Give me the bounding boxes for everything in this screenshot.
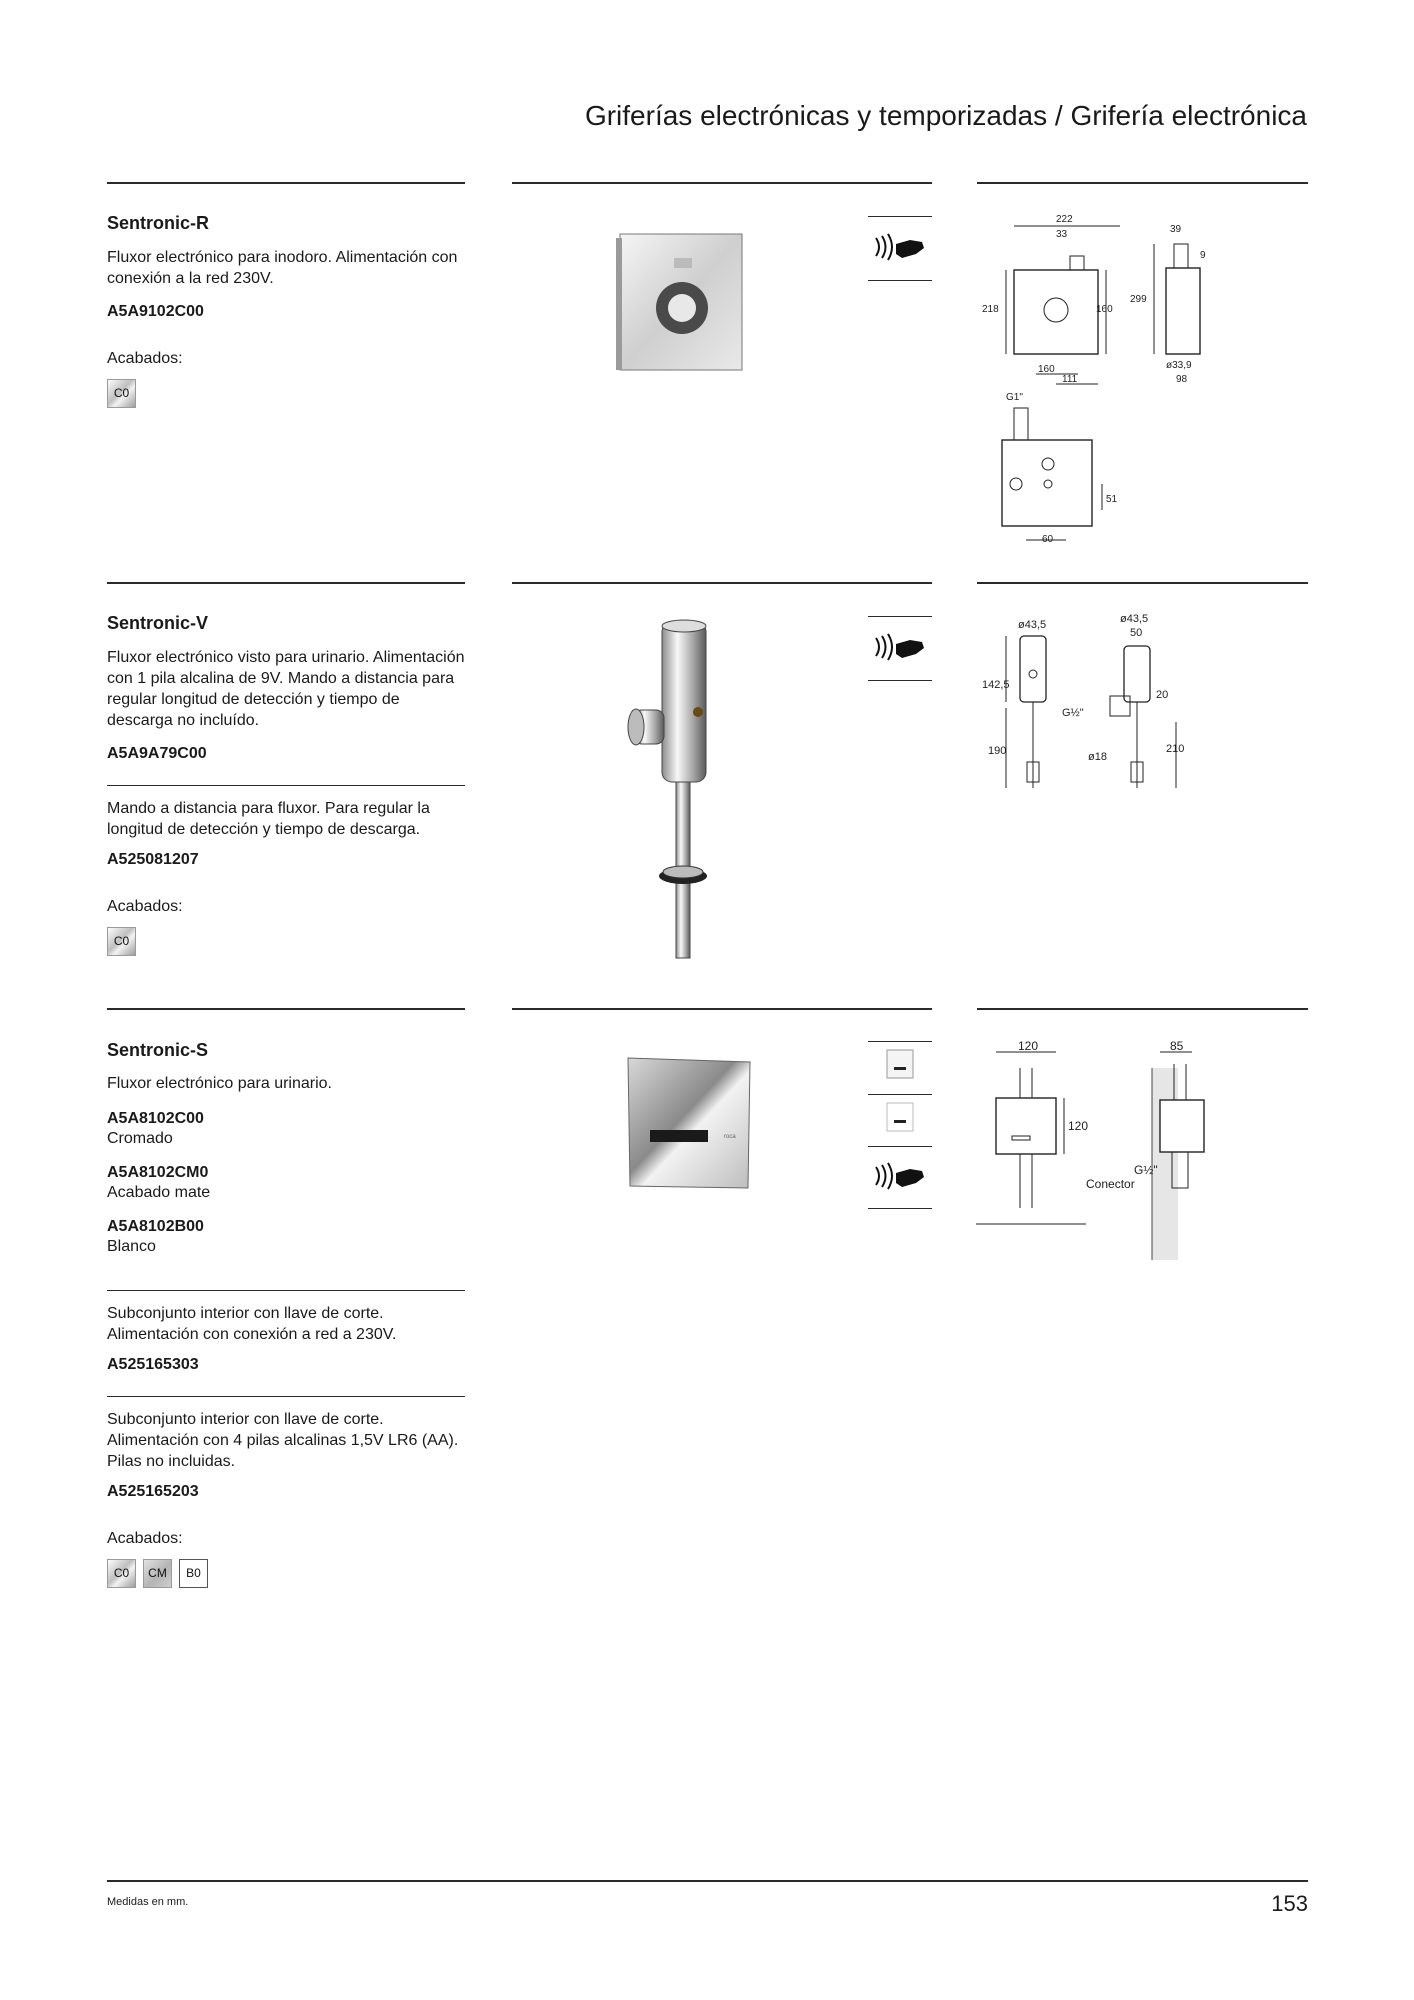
sensor-hand-icon [872,232,928,262]
dim-label: 299 [1130,294,1147,305]
dim-label: G½" [1134,1163,1158,1177]
subassembly-description: Subconjunto interior con llave de corte. Alimentación con 4 pilas alcalinas 1,5V LR6 (AA). Pilas no incluidas. [107,1411,459,1470]
variant-code: A5A8102CM0 [107,1164,209,1181]
panel-thumbnail-icon [886,1102,914,1132]
section-divider [512,1008,932,1010]
svg-text:roca: roca [724,1134,736,1140]
dim-label: 85 [1170,1039,1184,1053]
sentronic-v-product-image [622,614,742,964]
dim-label: ø18 [1088,751,1107,763]
section-divider [107,1008,465,1010]
section-divider [107,182,465,184]
product-name: Sentronic-V [107,613,209,633]
accessory-description: Mando a distancia para fluxor. Para regular la longitud de detección y tiempo de descarga. [107,800,430,838]
page-number: 153 [1271,1891,1308,1916]
finishes-label: Acabados: [107,350,183,367]
sensor-hand-icon [872,632,928,662]
sensor-hand-icon [872,1161,928,1191]
section-divider [512,582,932,584]
product-name: Sentronic-R [107,213,210,233]
dim-label: 20 [1156,689,1169,701]
subassembly-code: A525165303 [107,1356,199,1373]
dim-label: G1" [1006,392,1023,403]
dim-label: 120 [1068,1119,1089,1133]
icon-divider [868,1094,932,1095]
footer-note: Medidas en mm. [107,1896,189,1908]
icon-divider [868,616,932,617]
variant-label: Cromado [107,1130,173,1147]
dim-label: 98 [1176,374,1188,385]
product-name: Sentronic-S [107,1040,209,1060]
product-description: Fluxor electrónico para urinario. [107,1075,332,1092]
dim-label: 160 [1096,304,1113,315]
footer-divider [107,1880,1308,1882]
item-divider [107,1290,465,1291]
icon-divider [868,1208,932,1209]
dim-label: 190 [988,745,1007,757]
dim-label: 39 [1170,224,1182,235]
finishes-label: Acabados: [107,898,183,915]
finishes-label: Acabados: [107,1530,183,1547]
sentronic-r-product-image [612,228,752,378]
dim-label: 120 [1018,1039,1039,1053]
product-code: A5A9A79C00 [107,745,207,762]
panel-thumbnail-icon [886,1049,914,1079]
section-divider [512,182,932,184]
icon-divider [868,280,932,281]
dim-label: Conector [1086,1177,1135,1191]
icon-divider [868,680,932,681]
subassembly-description: Subconjunto interior con llave de corte. Alimentación con conexión a red a 230V. [107,1305,397,1343]
sentronic-v-technical-drawing [970,612,1210,792]
dim-label: 160 [1038,364,1055,375]
variant-label: Acabado mate [107,1184,211,1201]
dim-label: 50 [1130,627,1143,639]
dim-label: G½" [1062,707,1084,719]
sentronic-s-product-image [620,1054,758,1194]
variant-label: Blanco [107,1238,156,1255]
sentronic-r-technical-drawing [970,210,1210,550]
page-title: Griferías electrónicas y temporizadas / Grifería electrónica [584,100,1307,131]
dim-label: 210 [1166,743,1185,755]
product-description: Fluxor electrónico visto para urinario. Alimentación con 1 pila alcalina de 9V. Mando a distancia para regular longitud de detección y tiempo de descarga no incluído. [107,649,465,729]
dim-label: 51 [1106,494,1118,505]
dim-label: ø43,5 [1018,619,1047,631]
dim-label: 9 [1200,250,1206,261]
dim-label: 222 [1056,214,1073,225]
dim-label: 218 [982,304,999,315]
variant-code: A5A8102C00 [107,1110,204,1127]
subassembly-code: A525165203 [107,1483,199,1500]
dim-label: 111 [1062,374,1078,385]
sentronic-s-technical-drawing [976,1038,1216,1260]
item-divider [107,785,465,786]
finish-swatch-white: B0 [179,1559,208,1588]
finish-swatch-chrome: C0 [107,379,136,408]
finish-swatch-matte: CM [143,1559,172,1588]
dim-label: ø33,9 [1166,360,1192,371]
section-divider [977,582,1308,584]
section-divider [977,1008,1308,1010]
dim-label: 33 [1056,229,1068,240]
product-description: Fluxor electrónico para inodoro. Alimentación con conexión a la red 230V. [107,249,458,287]
icon-divider [868,216,932,217]
finish-swatch-chrome: C0 [107,927,136,956]
dim-label: 142,5 [982,679,1010,691]
item-divider [107,1396,465,1397]
product-code: A5A9102C00 [107,303,204,320]
dim-label: 60 [1042,534,1054,545]
finish-swatch-chrome: C0 [107,1559,136,1588]
section-divider [977,182,1308,184]
dim-label: ø43,5 [1120,613,1149,625]
section-divider [107,582,465,584]
accessory-code: A525081207 [107,851,199,868]
icon-divider [868,1146,932,1147]
icon-divider [868,1041,932,1042]
variant-code: A5A8102B00 [107,1218,204,1235]
